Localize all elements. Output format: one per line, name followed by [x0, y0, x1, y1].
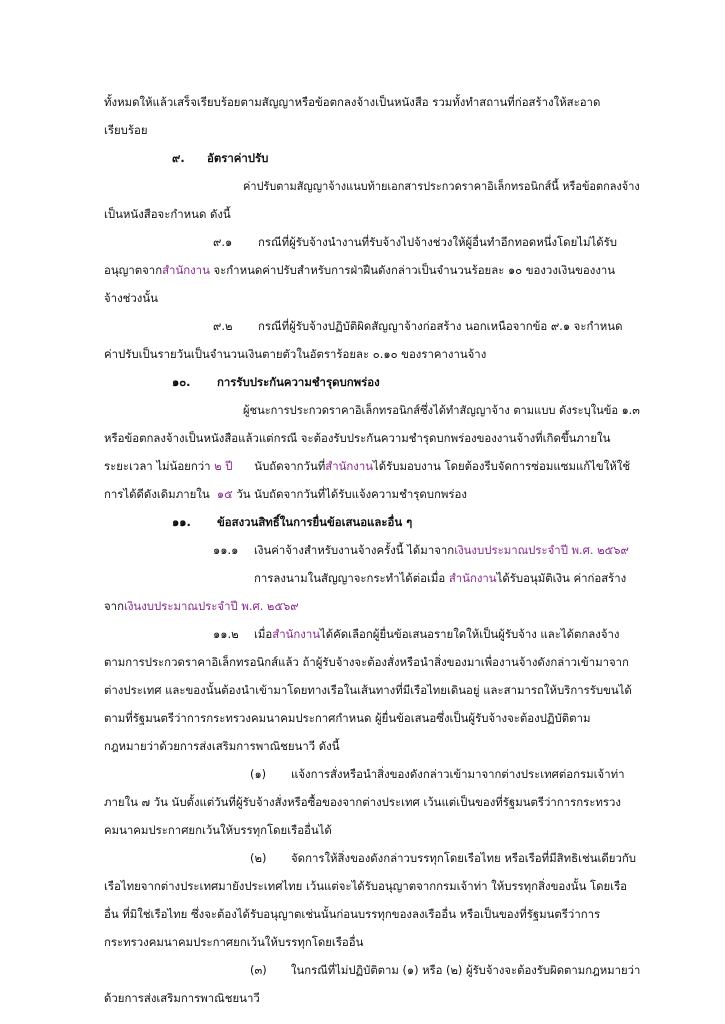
text-line: เป็นหนังสือจะกำหนด ดังนี้ — [104, 207, 231, 221]
clause-9-2-number: ๙.๒ — [213, 319, 233, 333]
text-line: คมนาคมประกาศยกเว้นให้บรรทุกโดยเรืออื่นได้ — [104, 823, 332, 837]
text-segment: จาก — [104, 599, 124, 613]
text-line — [254, 626, 619, 642]
text-line: เรียบร้อย — [104, 123, 148, 137]
text-segment: จะกำหนดค่าปรับสำหรับการฝ่าฝืนดังกล่าวเป็นจำนวนร้อยละ ๑๐ ของวงเงินของงาน — [209, 263, 616, 277]
text-line — [104, 486, 467, 502]
text-segment: นับถัดจากวันที่ — [254, 459, 326, 473]
text-line: ค่าปรับตามสัญญาจ้างแนบท้ายเอกสารประกวดราคาอิเล็กทรอนิกส์นี้ หรือข้อตกลงจ้าง — [243, 179, 640, 193]
clause-9-1-number: ๙.๑ — [213, 235, 233, 249]
highlight-repair-days: ๑๕ — [216, 487, 233, 501]
highlight-office: สำนักงาน — [162, 263, 210, 277]
text-line: ค่าปรับเป็นรายวันเป็นจำนวนเงินตายตัวในอัตราร้อยละ ๐.๑๐ ของราคางานจ้าง — [104, 347, 487, 361]
text-line: หรือข้อตกลงจ้างเป็นหนังสือแล้วแต่กรณี จะต้องรับประกันความชำรุดบกพร่องของงานจ้างที่เกิดขึ้นภายใน — [104, 431, 611, 445]
highlight-office: สำนักงาน — [272, 627, 321, 641]
text-line: ทั้งหมดให้แล้วเสร็จเรียบร้อยตามสัญญาหรือข้อตกลงจ้างเป็นหนังสือ รวมทั้งทำสถานที่ก่อสร้างให้สะอาด — [104, 95, 601, 109]
text-line — [104, 458, 630, 474]
section-9-title: อัตราค่าปรับ — [207, 151, 269, 165]
text-line: ภายใน ๗ วัน นับตั้งแต่วันที่ผู้รับจ้างสั่งหรือซื้อของจากต่างประเทศ เว้นแต่เป็นของที่รัฐมนตรีว่าการกระทรวง — [104, 795, 621, 809]
text-line: จ้างช่วงนั้น — [104, 291, 158, 305]
text-line: ด้วยการส่งเสริมการพาณิชยนาวี — [104, 991, 260, 1005]
item-3-number: (๓) — [250, 963, 267, 977]
text-line: อื่น ที่มิใช่เรือไทย ซึ่งจะต้องได้รับอนุญาตเช่นนั้นก่อนบรรทุกของลงเรืออื่น หรือเป็นของที่รัฐมนตรีว่าการ — [104, 907, 601, 921]
text-line: ตามที่รัฐมนตรีว่าการกระทรวงคมนาคมประกาศกำหนด ผู้ยื่นข้อเสนอซึ่งเป็นผู้รับจ้างจะต้องปฏิบัติตาม — [104, 711, 591, 725]
highlight-office: สำนักงาน — [448, 571, 497, 585]
clause-11-1-number: ๑๑.๑ — [213, 543, 239, 557]
section-11-number: ๑๑. — [172, 515, 191, 529]
text-segment: ได้รับอนุมัติเงิน ค่าก่อสร้าง — [496, 571, 627, 585]
text-line: กรณีที่ผู้รับจ้างปฏิบัติผิดสัญญาจ้างก่อสร้าง นอกเหนือจากข้อ ๙.๑ จะกำหนด — [258, 319, 623, 333]
highlight-budget: เงินงบประมาณประจำปี พ.ศ. ๒๕๖๙ — [454, 543, 629, 557]
text-line: กรณีที่ผู้รับจ้างนำงานที่รับจ้างไปจ้างช่วงให้ผู้อื่นทำอีกทอดหนึ่งโดยไม่ได้รับ — [258, 235, 617, 249]
text-segment: การลงนามในสัญญาจะกระทำได้ต่อเมื่อ — [254, 571, 449, 585]
text-line: เรือไทยจากต่างประเทศมายังประเทศไทย เว้นแต่จะได้รับอนุญาตจากกรมเจ้าท่า ให้บรรทุกสิ่งของนั้น โดยเรือ — [104, 879, 628, 893]
text-line: แจ้งการสั่งหรือนำสิ่งของดังกล่าวเข้ามาจากต่างประเทศต่อกรมเจ้าท่า — [291, 767, 625, 781]
item-2-number: (๒) — [250, 851, 267, 865]
text-line — [104, 598, 299, 614]
text-line — [104, 262, 615, 278]
text-line: จัดการให้สิ่งของดังกล่าวบรรทุกโดยเรือไทย หรือเรือที่มีสิทธิเช่นเดียวกับ — [291, 851, 636, 865]
text-line: ตามการประกวดราคาอิเล็กทรอนิกส์แล้ว ถ้าผู้รับจ้างจะต้องสั่งหรือนำสิ่งของมาเพื่องานจ้างดังกล่าวเข้ามาจาก — [104, 655, 629, 669]
section-9-number: ๙. — [172, 151, 185, 165]
text-segment: ระยะเวลา ไม่น้อยกว่า — [104, 459, 211, 473]
text-segment: ได้คัดเลือกผู้ยื่นข้อเสนอรายใดให้เป็นผู้รับจ้าง และได้ตกลงจ้าง — [320, 627, 620, 641]
highlight-warranty-period: ๒ ปี — [214, 459, 233, 473]
text-segment: การได้ดีดังเดิมภายใน — [104, 487, 210, 501]
text-segment: ได้รับมอบงาน โดยต้องรีบจัดการซ่อมแซมแก้ไขให้ใช้ — [373, 459, 631, 473]
text-line — [254, 570, 626, 586]
section-11-title: ข้อสงวนสิทธิ์ในการยื่นข้อเสนอและอื่น ๆ — [217, 515, 413, 529]
clause-11-2-number: ๑๑.๒ — [213, 627, 239, 641]
text-line: ในกรณีที่ไม่ปฏิบัติตาม (๑) หรือ (๒) ผู้รับจ้างจะต้องรับผิดตามกฎหมายว่า — [291, 963, 641, 977]
section-10-number: ๑๐. — [172, 375, 191, 389]
text-segment: เงินค่าจ้างสำหรับงานจ้างครั้งนี้ ได้มาจาก — [254, 543, 455, 557]
item-1-number: (๑) — [250, 767, 267, 781]
highlight-office: สำนักงาน — [325, 459, 374, 473]
text-line: ผู้ชนะการประกวดราคาอิเล็กทรอนิกส์ซึ่งได้ทำสัญญาจ้าง ตามแบบ ดังระบุในข้อ ๑.๓ — [243, 403, 640, 417]
text-line: ต่างประเทศ และของนั้นต้องนำเข้ามาโดยทางเรือในเส้นทางที่มีเรือไทยเดินอยู่ และสามารถให้บริการรับขนได้ — [104, 683, 632, 697]
text-line: กฎหมายว่าด้วยการส่งเสริมการพาณิชยนาวี ดังนี้ — [104, 739, 340, 753]
text-segment: เมื่อ — [254, 627, 273, 641]
text-line: กระทรวงคมนาคมประกาศยกเว้นให้บรรทุกโดยเรืออื่น — [104, 935, 364, 949]
highlight-budget: เงินงบประมาณประจำปี พ.ศ. ๒๕๖๙ — [123, 599, 299, 613]
section-10-title: การรับประกันความชำรุดบกพร่อง — [217, 375, 380, 389]
text-line — [254, 542, 629, 558]
text-segment: วัน นับถัดจากวันที่ได้รับแจ้งความชำรุดบกพร่อง — [236, 487, 467, 501]
text-segment: อนุญาตจาก — [104, 263, 163, 277]
